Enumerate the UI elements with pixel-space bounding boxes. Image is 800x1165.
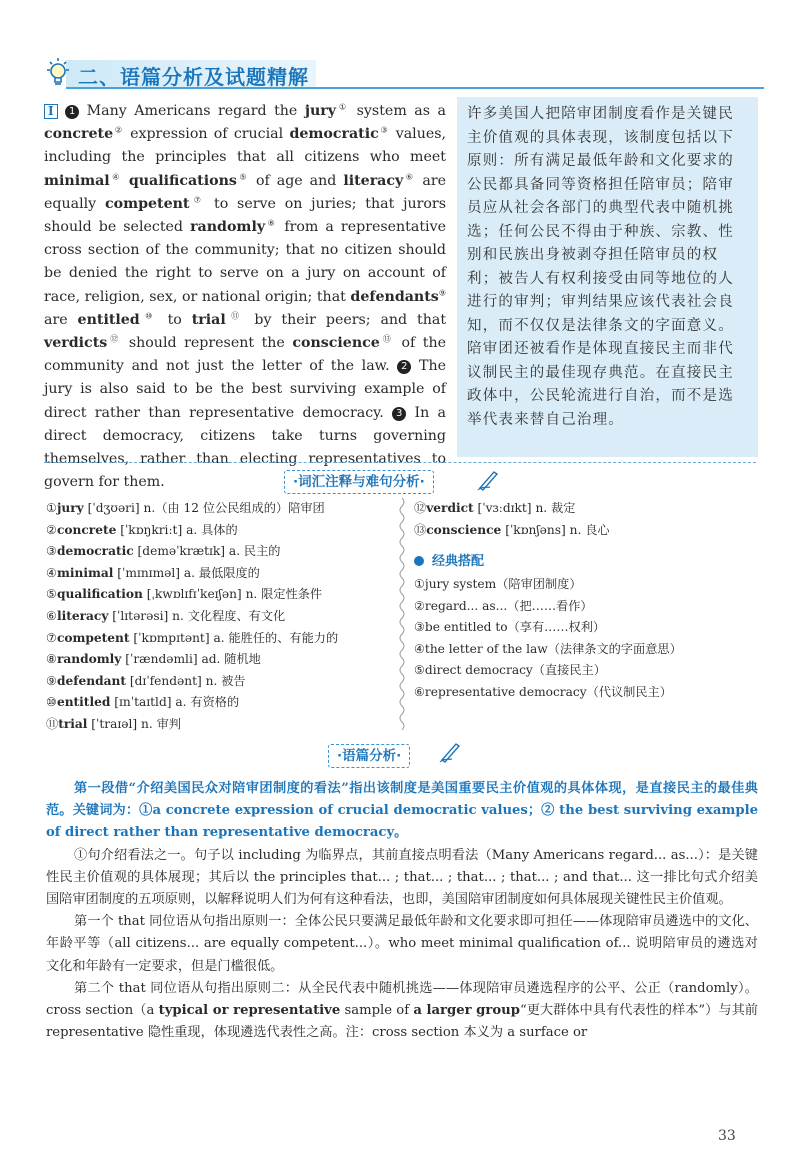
vocab-definition: n. 被告 xyxy=(205,673,246,688)
vocab-phonetic: [ˈkɒnʃəns] xyxy=(505,522,566,537)
passage-span: expression of crucial xyxy=(130,126,284,143)
vocab-definition: n.（由 12 位公民组成的）陪审团 xyxy=(143,501,325,515)
note-ref: ⑨ xyxy=(438,287,447,297)
analysis-bold: a larger group xyxy=(413,1003,520,1019)
keyword-literacy: literacy xyxy=(343,172,404,189)
vocab-header: ·词汇注释与难句分析· xyxy=(284,470,434,494)
keyword-minimal: minimal xyxy=(44,172,110,189)
vocab-phonetic: [ˈlɪtərəsi] xyxy=(112,608,169,623)
vocab-number: ⑫ xyxy=(414,501,427,515)
vocab-number: ⑥ xyxy=(46,608,57,623)
page-number: 33 xyxy=(718,1128,736,1144)
vocab-definition: n. 文化程度、有文化 xyxy=(172,608,286,623)
note-ref: ③ xyxy=(378,125,390,135)
sentence-marker: 2 xyxy=(397,360,411,374)
vocab-number: ⑧ xyxy=(46,652,57,667)
vocab-phonetic: [ˈtraɪəl] xyxy=(91,716,138,731)
vocab-number: ⑬ xyxy=(414,522,427,537)
vocab-word: qualification xyxy=(56,587,143,602)
vocab-definition: a. 有资格的 xyxy=(175,695,240,710)
analysis-span: sample of xyxy=(344,1003,410,1019)
vocab-definition: n. 审判 xyxy=(141,716,181,731)
collocation-item: ②regard... as...（把……看作） xyxy=(414,598,593,613)
vocab-entry xyxy=(46,520,386,542)
divider xyxy=(44,462,756,463)
vocab-definition: n. 良心 xyxy=(569,522,610,537)
vocab-phonetic: [ˈvɜːdɪkt] xyxy=(477,501,532,515)
passage-span: should represent the xyxy=(128,335,285,352)
note-ref: ⑬ xyxy=(379,334,394,344)
column-divider xyxy=(397,498,407,730)
vocab-phonetic: [ˈdʒʊəri] xyxy=(87,501,140,515)
vocab-word: concrete xyxy=(56,522,117,537)
vocab-number: ⑤ xyxy=(46,587,57,602)
vocab-phonetic: [dɪˈfendənt] xyxy=(129,673,202,688)
vocab-entry xyxy=(46,649,386,671)
vocab-definition: a. 最低限度的 xyxy=(183,565,260,580)
collocations-title: 经典搭配 xyxy=(432,554,485,569)
analysis-paragraph: ①句介绍看法之一。句子以 including 为临界点，其前直接点明看法（Many Americans regard... as...）：是关键性民主价值观的具体展现；其后以 the principles that... ; that... ; that... ; that... ; and that... 这一排比句式介绍美国陪审团制度的五项原则，以解释说明人们为何有这种看法，也即，美国陪审团制度如何具体展现关键性民主价值观。 xyxy=(46,847,758,908)
analysis-span: 第二个 that 同位语从句指出原则二：从全民代表中随机挑选——体现陪审员遴选程序的公平、公正（randomly）。cross section（a xyxy=(46,980,758,1019)
vocab-phonetic: [ˈkɒmpɪtənt] xyxy=(133,630,210,645)
vocab-word: verdict xyxy=(426,501,474,515)
vocab-word: democratic xyxy=(56,544,134,559)
keyword-democratic: democratic xyxy=(289,126,379,143)
passage-span: are equally xyxy=(44,172,447,212)
vocab-entry xyxy=(414,498,754,520)
vocab-entry xyxy=(46,584,386,606)
vocab-entry xyxy=(46,563,386,585)
vocab-list-right xyxy=(414,498,754,541)
note-ref: ⑥ xyxy=(403,171,416,181)
vocab-word: defendant xyxy=(56,673,126,688)
collocation-item: ①jury system（陪审团制度） xyxy=(414,577,582,591)
sentence-marker: 1 xyxy=(65,105,79,119)
vocab-entry xyxy=(46,606,386,628)
passage-number-box: Ⅰ xyxy=(44,104,58,119)
passage-span: are xyxy=(44,311,68,328)
collocation-item: ③be entitled to（享有……权利） xyxy=(414,620,606,635)
vocab-number: ③ xyxy=(46,544,57,559)
vocab-entry xyxy=(46,541,386,563)
passage-span: Many Americans regard the xyxy=(86,103,298,119)
vocab-entry xyxy=(46,498,386,520)
vocab-word: minimal xyxy=(56,565,114,580)
vocab-word: competent xyxy=(56,630,130,645)
vocab-phonetic: [ˌkwɒlɪfɪˈkeɪʃən] xyxy=(146,587,242,602)
passage-span: by their peers; and that xyxy=(254,311,447,328)
sentence-marker: 3 xyxy=(392,407,406,421)
analysis-summary: 第一段借“介绍美国民众对陪审团制度的看法”指出该制度是美国重要民主价值观的具体体现，是直接民主的最佳典范。关键词为：①a concrete expression of crucial democratic values；② the best surviving example of direct rather than representative democracy。 xyxy=(46,781,758,841)
vocab-definition: n. 裁定 xyxy=(535,501,576,515)
vocab-definition: a. 具体的 xyxy=(186,522,238,537)
vocab-list-left xyxy=(46,498,386,736)
vocab-phonetic: [ˈmɪnɪməl] xyxy=(117,565,180,580)
collocation-item: ⑥representative democracy（代议制民主） xyxy=(414,684,672,699)
passage-span: system as a xyxy=(356,103,446,119)
vocab-number: ⑩ xyxy=(46,695,57,710)
vocab-definition: a. 能胜任的、有能力的 xyxy=(213,630,339,645)
bullet-dot-icon xyxy=(414,556,424,566)
analysis-text xyxy=(46,778,758,1044)
note-ref: ⑧ xyxy=(265,218,278,228)
passage-span: of the community and not just the letter of the law. xyxy=(44,335,447,375)
vocab-word: trial xyxy=(58,716,88,731)
pen-icon xyxy=(476,468,500,492)
keyword-trial: trial xyxy=(191,311,226,328)
collocation-item: ④the letter of the law（法律条文的字面意思） xyxy=(414,641,682,656)
note-ref: ② xyxy=(113,125,124,135)
vocab-word: literacy xyxy=(56,608,109,623)
analysis-paragraph xyxy=(46,978,758,1045)
passage-span: of age and xyxy=(255,172,337,189)
keyword-defendants: defendants xyxy=(350,288,439,305)
vocab-definition: ad. 随机地 xyxy=(201,652,261,667)
note-ref: ⑩ xyxy=(139,311,158,321)
vocab-phonetic: [deməˈkrætɪk] xyxy=(137,544,226,559)
pen-icon xyxy=(438,740,462,764)
passage-text xyxy=(44,100,446,494)
keyword-verdicts: verdicts xyxy=(44,335,108,352)
vocab-entry xyxy=(46,671,386,693)
vocab-phonetic: [ˈrændəmli] xyxy=(125,652,198,667)
passage-span: to serve on juries; that jurors should be selected xyxy=(44,195,446,236)
vocab-phonetic: [ɪnˈtaɪtld] xyxy=(114,695,172,710)
passage-span: from a representative cross section of the community; that no citizen should be denied the right to serve on a jury on account of race, religion, sex, or national origin; that xyxy=(44,219,446,305)
translation-box xyxy=(457,97,758,457)
vocab-phonetic: [ˈkɒŋkriːt] xyxy=(120,522,183,537)
collocation-item: ⑤direct democracy（直接民主） xyxy=(414,663,606,678)
vocab-definition: n. 限定性条件 xyxy=(245,587,323,602)
note-ref: ⑦ xyxy=(189,195,206,205)
analysis-header: ·语篇分析· xyxy=(328,744,410,768)
vocab-number: ⑦ xyxy=(46,630,57,645)
note-ref: ⑤ xyxy=(236,171,249,181)
passage-span: to xyxy=(167,311,182,328)
note-ref: ① xyxy=(335,102,350,112)
vocab-number: ② xyxy=(46,522,57,537)
keyword-randomly: randomly xyxy=(190,219,266,236)
note-ref: ④ xyxy=(109,171,122,181)
section-header xyxy=(44,56,764,92)
vocab-number: ⑪ xyxy=(46,716,59,731)
vocab-word: conscience xyxy=(426,522,502,537)
vocab-number: ① xyxy=(46,501,57,515)
vocab-word: jury xyxy=(56,501,84,515)
keyword-jury: jury xyxy=(304,103,336,119)
vocab-word: entitled xyxy=(56,695,111,710)
analysis-bold: typical or representative xyxy=(158,1003,341,1019)
vocab-word: randomly xyxy=(56,652,122,667)
vocab-entry xyxy=(46,628,386,650)
keyword-conscience: conscience xyxy=(292,335,380,352)
passage-span: values, including the principles that all citizens who meet xyxy=(44,126,447,166)
collocations-list xyxy=(414,574,754,704)
keyword-entitled: entitled xyxy=(77,311,140,328)
passage-span: In a direct democracy, citizens take turns governing themselves, rather than electing representatives to govern for them. xyxy=(44,404,447,491)
keyword-competent: competent xyxy=(104,195,190,212)
analysis-paragraph: 第一个 that 同位语从句指出原则一：全体公民只要满足最低年龄和文化要求即可担任——体现陪审员遴选中的文化、年龄平等（all citizens... are equally competent...）。who meet minimal qualification of... 说明陪审员的遴选对文化和年龄有一定要求，但是门槛很低。 xyxy=(46,914,758,974)
vocab-number: ④ xyxy=(46,565,57,580)
lightbulb-icon xyxy=(44,56,72,90)
analysis-span: “更大群体中具有代表性的样本”）与其前 representative 隐性重现，体现遴选代表性之高。注：cross section 本义为 a surface or xyxy=(46,1003,758,1041)
vocab-entry xyxy=(46,714,386,736)
keyword-qualifications: qualifications xyxy=(128,172,237,189)
vocab-entry xyxy=(414,520,754,542)
vocab-entry xyxy=(46,692,386,714)
vocab-number: ⑨ xyxy=(46,673,57,688)
translation-text: 许多美国人把陪审团制度看作是关键民主价值观的具体表现，该制度包括以下原则：所有满足最低年龄和文化要求的公民都具备同等资格担任陪审员；陪审员应从社会各部门的典型代表中随机挑选；任何公民不得由于种族、宗教、性别和民族出身被剥夺担任陪审员的权利；被告人有权利接受由同等地位的人进行的审判；审判结果应该代表社会良知，而不仅仅是法律条文的字面意义。陪审团还被看作是体现直接民主而非代议制民主的最佳现存典范。在直接民主政体中，公民轮流进行自治，而不是选举代表来替自己治理。 xyxy=(467,106,734,428)
vocab-definition: a. 民主的 xyxy=(228,544,281,559)
section-title: 二、语篇分析及试题精解 xyxy=(78,65,309,89)
note-ref: ⑪ xyxy=(225,311,245,321)
passage-span: The jury is also said to be the best surviving example of direct rather than representative democracy. xyxy=(44,358,447,421)
keyword-concrete: concrete xyxy=(44,126,114,143)
note-ref: ⑫ xyxy=(107,334,122,344)
collocations-header xyxy=(414,550,484,569)
